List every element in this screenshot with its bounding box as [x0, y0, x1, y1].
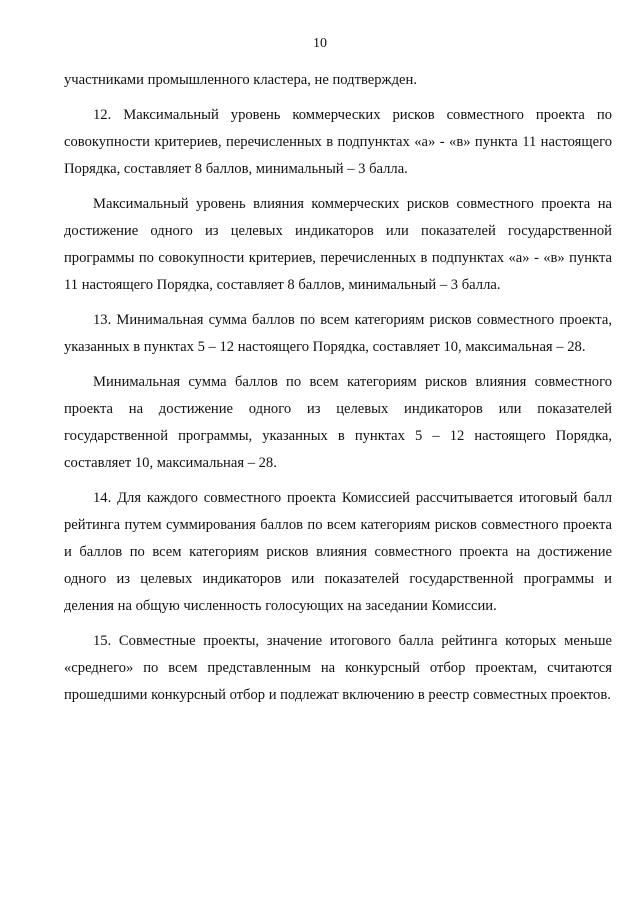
paragraph-item-14: 14. Для каждого совместного проекта Комиссией рассчитывается итоговый балл рейтинга путем суммирования баллов по всем категориям рисков совместного проекта и баллов по всем категориям рисков влияния совместного проекта на достижение одного из целевых индикаторов или показателей государственной программы и деления на общую численность голосующих на заседании Комиссии. [64, 490, 612, 614]
paragraph-item-12: 12. Максимальный уровень коммерческих рисков совместного проекта по совокупности критериев, перечисленных в подпунктах «а» - «в» пункта 11 настоящего Порядка, составляет 8 баллов, минимальный – 3 балла. [64, 107, 612, 177]
paragraph-item-12-influence: Максимальный уровень влияния коммерческих рисков совместного проекта на достижение одного из целевых индикаторов или показателей государственной программы по совокупности критериев, перечисленных в подпунктах «а» - «в» пункта 11 настоящего Порядка, составляет 8 баллов, минимальный – 3 балла. [64, 196, 612, 293]
document-body [64, 67, 612, 709]
paragraph-item-13: 13. Минимальная сумма баллов по всем категориям рисков совместного проекта, указанных в пунктах 5 – 12 настоящего Порядка, составляет 10, максимальная – 28. [64, 312, 612, 355]
paragraph-item-13-influence: Минимальная сумма баллов по всем категориям рисков влияния совместного проекта на достижение одного из целевых индикаторов или показателей государственной программы, указанных в пунктах 5 – 12 настоящего Порядка, составляет 10, максимальная – 28. [64, 374, 612, 471]
paragraph-item-15: 15. Совместные проекты, значение итогового балла рейтинга которых меньше «среднего» по всем представленным на конкурсный отбор проектам, считаются прошедшими конкурсный отбор и подлежат включению в реестр совместных проектов. [64, 633, 612, 703]
paragraph-continuation: участниками промышленного кластера, не подтвержден. [64, 72, 417, 88]
page-number: 10 [313, 36, 327, 51]
